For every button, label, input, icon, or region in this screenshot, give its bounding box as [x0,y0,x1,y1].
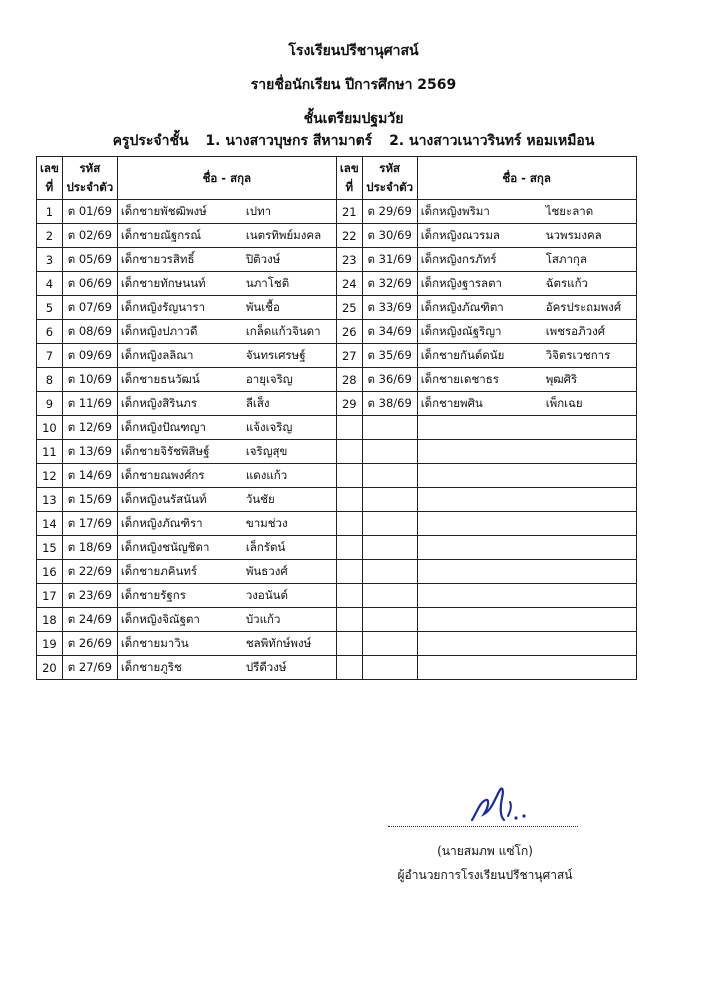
student-number [336,440,362,464]
student-name [117,608,336,632]
class-level: ชั้นเตรียมปฐมวัย [303,111,404,127]
student-code [362,632,417,656]
student-code: ต 33/69 [362,296,417,320]
student-roster-table [36,156,637,680]
student-last-name: เกล็ดแก้วจินดา [245,323,321,338]
student-last-name: ลีเส็ง [245,395,270,410]
student-name [117,224,336,248]
student-first-name: เด็กชายกันต์ดนัย [420,347,505,362]
table-row [37,512,637,536]
student-name [417,344,636,368]
student-number: 4 [37,272,63,296]
student-first-name: เด็กหญิงภัณฑิตา [420,299,504,314]
col-header-code: รหัส ประจำตัว [62,157,117,200]
student-code: ต 01/69 [62,200,117,224]
student-name [117,368,336,392]
student-code: ต 24/69 [62,608,117,632]
student-name [117,632,336,656]
student-last-name: วิจิตรเวชการ [545,347,611,362]
student-last-name: บัวแก้ว [245,611,281,626]
student-code [362,560,417,584]
student-number [336,512,362,536]
student-last-name: พันธวงศ์ [245,563,288,578]
student-name [117,656,336,680]
col-header-name: ชื่อ - สกุล [417,157,636,200]
student-code: ต 27/69 [62,656,117,680]
student-name [117,512,336,536]
student-number [336,656,362,680]
table-row [37,296,637,320]
student-number: 16 [37,560,63,584]
director-position: ผู้อำนวยการโรงเรียนปรีชานุศาสน์ [397,868,573,882]
student-first-name: เด็กหญิงปัณฑญา [120,419,206,434]
col-header-no: เลข ที่ [37,157,63,200]
student-number [336,608,362,632]
student-last-name: ปรีดีวงษ์ [245,659,287,674]
student-last-name: แจ้งเจริญ [245,419,293,434]
student-code: ต 07/69 [62,296,117,320]
table-row [37,560,637,584]
table-row [37,584,637,608]
student-code [362,440,417,464]
student-last-name: พุฒศิริ [545,371,578,386]
student-code: ต 05/69 [62,248,117,272]
student-name [417,416,636,440]
student-number [336,632,362,656]
student-number [336,488,362,512]
student-last-name: เพชรอภิวงศ์ [545,323,606,338]
student-code: ต 09/69 [62,344,117,368]
student-number: 10 [37,416,63,440]
student-last-name: เปทา [245,203,272,218]
student-name [117,296,336,320]
student-first-name: เด็กชายภคินทร์ [120,563,198,578]
student-code: ต 11/69 [62,392,117,416]
student-number: 29 [336,392,362,416]
student-name [417,512,636,536]
student-first-name: เด็กหญิงณวรมล [420,227,500,242]
student-number: 19 [37,632,63,656]
student-code [362,416,417,440]
student-last-name: พันเชื้อ [245,299,280,314]
student-code: ต 13/69 [62,440,117,464]
student-code: ต 02/69 [62,224,117,248]
table-row [37,656,637,680]
student-first-name: เด็กชายเดชาธร [420,371,499,386]
signature-image [466,780,536,830]
student-number: 15 [37,536,63,560]
student-last-name: ฉัตรแก้ว [545,275,588,290]
student-first-name: เด็กชายภูริช [120,659,182,674]
student-name [417,488,636,512]
table-row [37,632,637,656]
list-title: รายชื่อนักเรียน ปีการศึกษา 2569 [250,77,457,93]
student-last-name: เจริญสุข [245,443,288,458]
student-number: 27 [336,344,362,368]
student-code [362,608,417,632]
student-number: 25 [336,296,362,320]
student-code [362,656,417,680]
director-name: (นายสมภพ แซ่โก) [437,844,533,858]
student-last-name: ขามช่วง [245,515,288,530]
student-name [417,632,636,656]
student-first-name: เด็กชายวรสิทธิ์ [120,251,195,266]
student-number: 3 [37,248,63,272]
student-first-name: เด็กหญิงภัณฑิรา [120,515,203,530]
student-number [336,416,362,440]
student-name [117,392,336,416]
student-name [417,392,636,416]
student-number: 11 [37,440,63,464]
student-first-name: เด็กหญิงรัญนารา [120,299,206,314]
student-first-name: เด็กหญิงนรัสนันท์ [120,491,207,506]
student-code: ต 35/69 [362,344,417,368]
student-code: ต 38/69 [362,392,417,416]
table-row [37,272,637,296]
student-number: 17 [37,584,63,608]
student-number: 12 [37,464,63,488]
student-code: ต 22/69 [62,560,117,584]
student-number: 28 [336,368,362,392]
student-first-name: เด็กชายทักษนนท์ [120,275,206,290]
student-number [336,560,362,584]
student-last-name: ชลพิทักษ์พงษ์ [245,635,312,650]
student-number: 8 [37,368,63,392]
student-last-name: แดงแก้ว [245,467,288,482]
student-number: 24 [336,272,362,296]
student-code: ต 34/69 [362,320,417,344]
student-name [417,368,636,392]
table-row [37,368,637,392]
student-name [417,320,636,344]
table-row [37,536,637,560]
student-last-name: วันชัย [245,491,275,506]
student-first-name: เด็กหญิงลลิณา [120,347,194,362]
student-number [336,464,362,488]
student-last-name: เพ็กเฉย [545,395,583,410]
student-name [417,272,636,296]
table-row [37,320,637,344]
student-first-name: เด็กหญิงณัฐริญา [420,323,502,338]
table-row [37,464,637,488]
student-code: ต 15/69 [62,488,117,512]
student-code: ต 17/69 [62,512,117,536]
student-name [417,560,636,584]
student-code: ต 10/69 [62,368,117,392]
student-number: 9 [37,392,63,416]
student-code: ต 30/69 [362,224,417,248]
student-last-name: โสภากุล [545,251,587,266]
student-first-name: เด็กชายมาวิน [120,635,189,650]
student-name [117,464,336,488]
student-name [117,248,336,272]
student-last-name: อายุเจริญ [245,371,293,386]
student-name [417,440,636,464]
student-name [117,560,336,584]
student-number [336,536,362,560]
student-first-name: เด็กหญิงปภาวดี [120,323,198,338]
student-last-name: อัครประถมพงศ์ [545,299,622,314]
student-number: 7 [37,344,63,368]
student-number: 21 [336,200,362,224]
student-number: 1 [37,200,63,224]
student-code [362,536,417,560]
student-last-name: ปิติวงษ์ [245,251,281,266]
student-number: 26 [336,320,362,344]
student-name [417,464,636,488]
student-name [417,608,636,632]
student-first-name: เด็กหญิงกรภัทร์ [420,251,497,266]
table-row [37,392,637,416]
student-number: 23 [336,248,362,272]
student-name [117,416,336,440]
student-name [417,656,636,680]
student-name [117,584,336,608]
student-name [117,488,336,512]
student-name [117,536,336,560]
student-name [417,584,636,608]
student-code: ต 36/69 [362,368,417,392]
student-last-name: วงอนันต์ [245,587,289,602]
student-name [117,272,336,296]
student-first-name: เด็กชายจิรัชพิสิษฐ์ [120,443,210,458]
student-code: ต 12/69 [62,416,117,440]
teacher-label: ครูประจำชั้น [112,133,189,149]
student-number: 14 [37,512,63,536]
student-first-name: เด็กชายรัฐกร [120,587,186,602]
student-last-name: นภาโชติ [245,275,290,290]
student-last-name: จันทรเศรษฐ์ [245,347,306,362]
col-header-no: เลข ที่ [336,157,362,200]
student-last-name: นวพรมงคล [545,227,602,242]
student-name [417,248,636,272]
table-header-row [37,157,637,200]
student-number: 22 [336,224,362,248]
student-code: ต 18/69 [62,536,117,560]
student-code: ต 32/69 [362,272,417,296]
student-code: ต 14/69 [62,464,117,488]
student-first-name: เด็กหญิงฐารลตา [420,275,502,290]
student-first-name: เด็กหญิงจิณัฐตา [120,611,200,626]
student-code [362,488,417,512]
table-row [37,344,637,368]
student-code: ต 31/69 [362,248,417,272]
student-code [362,464,417,488]
student-name [417,200,636,224]
student-code: ต 23/69 [62,584,117,608]
student-number: 20 [37,656,63,680]
student-number: 5 [37,296,63,320]
student-first-name: เด็กชายพศิน [420,395,483,410]
student-name [117,200,336,224]
student-code [362,512,417,536]
table-row [37,608,637,632]
student-code: ต 29/69 [362,200,417,224]
school-name: โรงเรียนปรีชานุศาสน์ [288,43,419,59]
student-last-name: เล็กรัตน์ [245,539,286,554]
student-first-name: เด็กชายธนวัฒน์ [120,371,200,386]
student-name [417,296,636,320]
student-name [117,344,336,368]
table-row [37,224,637,248]
student-number: 2 [37,224,63,248]
student-number: 13 [37,488,63,512]
student-first-name: เด็กหญิงสิรินภร [120,395,198,410]
student-code [362,584,417,608]
teacher-2: 2. นางสาวเนาวรินทร์ หอมเหมือน [389,133,595,149]
student-last-name: ไชยะลาด [545,203,594,218]
student-number: 18 [37,608,63,632]
student-first-name: เด็กหญิงชนัญชิดา [120,539,210,554]
student-first-name: เด็กชายณัฐกรณ์ [120,227,202,242]
student-number: 6 [37,320,63,344]
table-row [37,200,637,224]
student-code: ต 06/69 [62,272,117,296]
student-code: ต 26/69 [62,632,117,656]
table-row [37,488,637,512]
homeroom-teachers [0,130,707,152]
table-row [37,416,637,440]
student-first-name: เด็กหญิงพริมา [420,203,490,218]
teacher-1: 1. นางสาวบุษกร สีหามาตร์ [205,133,373,149]
table-row [37,440,637,464]
student-name [417,224,636,248]
student-number [336,584,362,608]
signature-line [388,826,578,827]
student-name [117,440,336,464]
student-first-name: เด็กชายพัชฒิพงษ์ [120,203,207,218]
student-code: ต 08/69 [62,320,117,344]
student-first-name: เด็กชายณพงศ์กร [120,467,205,482]
student-name [417,536,636,560]
student-last-name: เนตรทิพย์มงคล [245,227,322,242]
student-name [117,320,336,344]
col-header-name: ชื่อ - สกุล [117,157,336,200]
table-row [37,248,637,272]
col-header-code: รหัส ประจำตัว [362,157,417,200]
